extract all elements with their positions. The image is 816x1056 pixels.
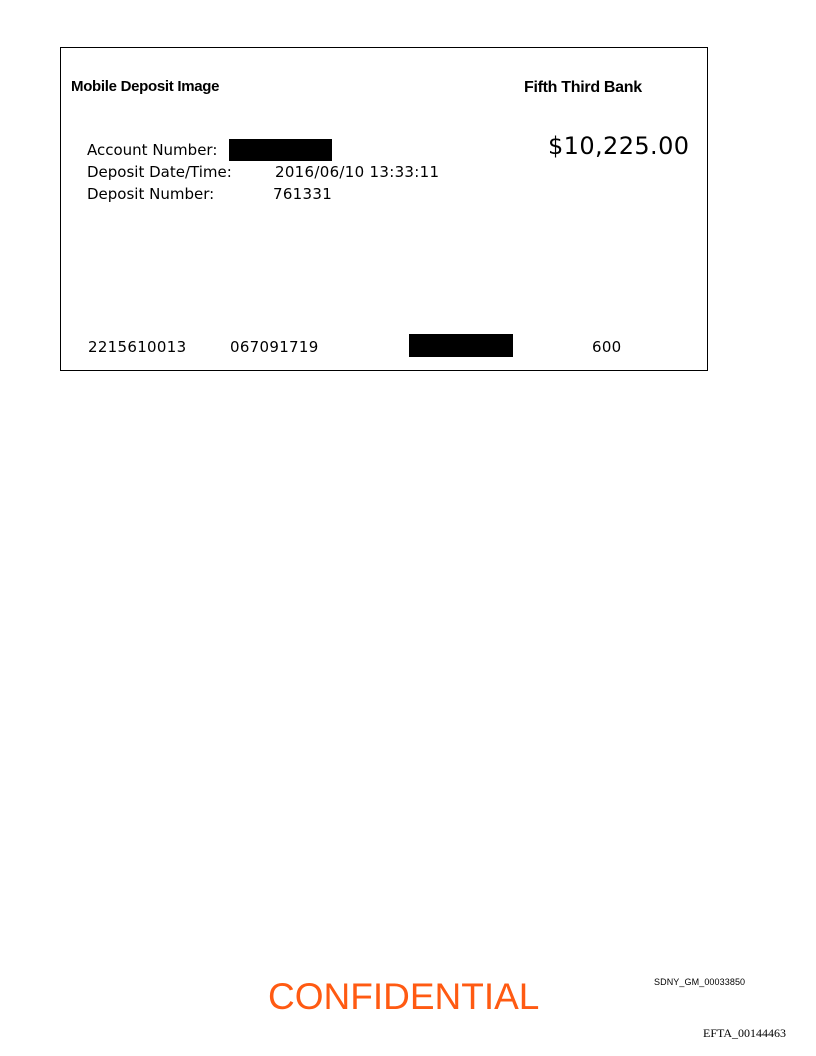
deposit-image-card [60,47,708,371]
deposit-date-value: 2016/06/10 13:33:11 [275,163,440,181]
micr-routing-number: 2215610013 [88,338,187,356]
deposit-number-label: Deposit Number: [87,185,215,203]
deposit-number-value: 761331 [273,185,333,203]
bates-number: SDNY_GM_00033850 [654,977,746,987]
micr-check-number: 600 [592,338,622,356]
micr-redaction [409,334,513,357]
micr-account-number: 067091719 [230,338,319,356]
bank-name: Fifth Third Bank [524,79,642,96]
account-number-label: Account Number: [87,141,218,159]
confidential-stamp: CONFIDENTIAL [268,976,540,1017]
card-title: Mobile Deposit Image [71,78,220,95]
efta-number: EFTA_00144463 [703,1026,787,1040]
deposit-date-label: Deposit Date/Time: [87,163,232,181]
account-number-redaction [229,139,332,161]
deposit-amount: $10,225.00 [548,132,690,160]
